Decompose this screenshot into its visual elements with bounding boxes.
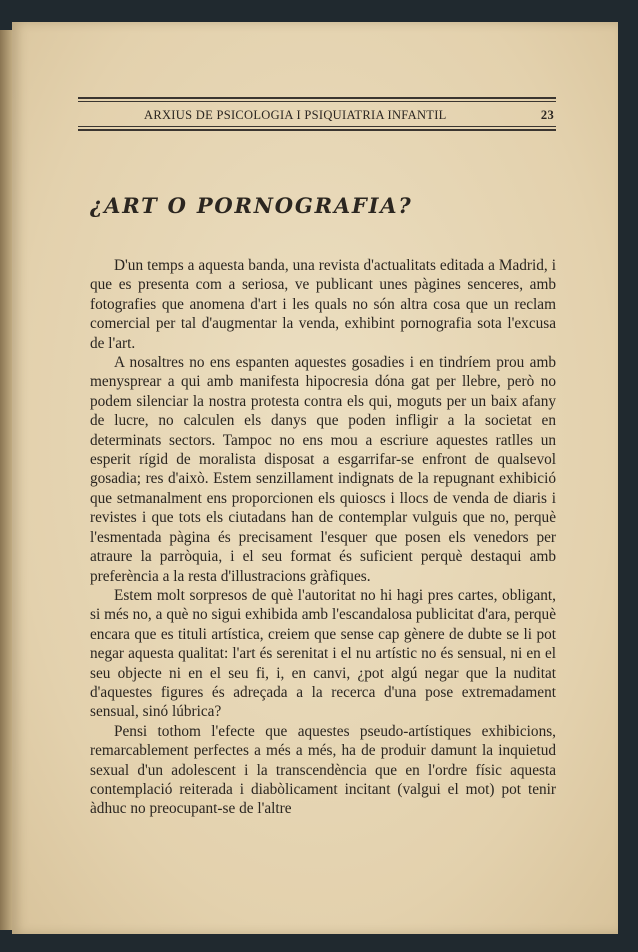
paragraph: Pensi tothom l'efecte que aquestes pseudo-artístiques exhibicions, remarcablement perfectes a més a més, ha de produir damunt la inquietud sexual d'un adolescent i la transcendència que en l'ordre físic aquesta contemplació reiterada i diabòlicament incitant (valgui el mot) pot tenir àdhuc no preocupant-se de l'altre [90,722,556,818]
running-head [78,97,556,131]
header-rule-top-thin [78,101,556,102]
article-title: ¿ART O PORNOGRAFIA? [90,193,413,218]
paragraph: D'un temps a aquesta banda, una revista d'actualitats editada a Madrid, i que es presenta com a seriosa, ve publicant unes pàgines senceres, amb fotografies que anomena d'art i les quals no són altra cosa que un reclam comercial per tal d'augmentar la venda, exhibint pornografia sota l'excusa de l'art. [90,257,556,352]
paragraph: Estem molt sorpresos de què l'autoritat no hi hagi pres cartes, obligant, si més no, a què no sigui exhibida amb l'escandalosa publicitat d'ara, perquè encara que es tituli artística, creiem que sense cap gènere de dubte se li pot negar aquesta qualitat: l'art és serenitat i el nu artístic no és sensual, ni en el seu objecte ni en el seu fi, i, en canvi, ¿pot algú negar que la nuditat d'aquestes figures és adreçada a la recerca d'una pose extremadament sensual, sinó lúbrica? [90,586,556,721]
article-body [90,256,556,819]
page-number: 23 [540,108,554,122]
header-rule-bottom-thin [78,126,556,127]
journal-title: ARXIUS DE PSICOLOGIA I PSIQUIATRIA INFANTIL [144,108,447,122]
paragraph: A nosaltres no ens espanten aquestes gosadies i en tindríem prou amb menysprear a qui amb manifesta hipocresia dóna gat per llebre, però no podem silenciar la nostra protesta contra els qui, moguts per un baix afany de lucre, no calculen els danys que poden infligir a la societat en determinats sectors. Tampoc no ens mou a escriure aquestes ratlles un esperit rígid de moralista disposat a esgarrifar-se enfront de qualsevol gosadia; res d'això. Estem senzillament indignats de la repugnant exhibició que setmanalment ens proporcionen els quioscs i llocs de venda de diaris i revistes i que tots els ciutadans han de contemplar vulguis que no, perquè l'esmentada pàgina és precisament l'esquer que posen els venedors per atraure la parròquia, i el seu format és suficient perquè destaqui amb preferència a la resta d'illustracions gràfiques. [90,354,556,585]
header-rule-top [78,97,556,99]
header-rule-bottom [78,129,556,131]
